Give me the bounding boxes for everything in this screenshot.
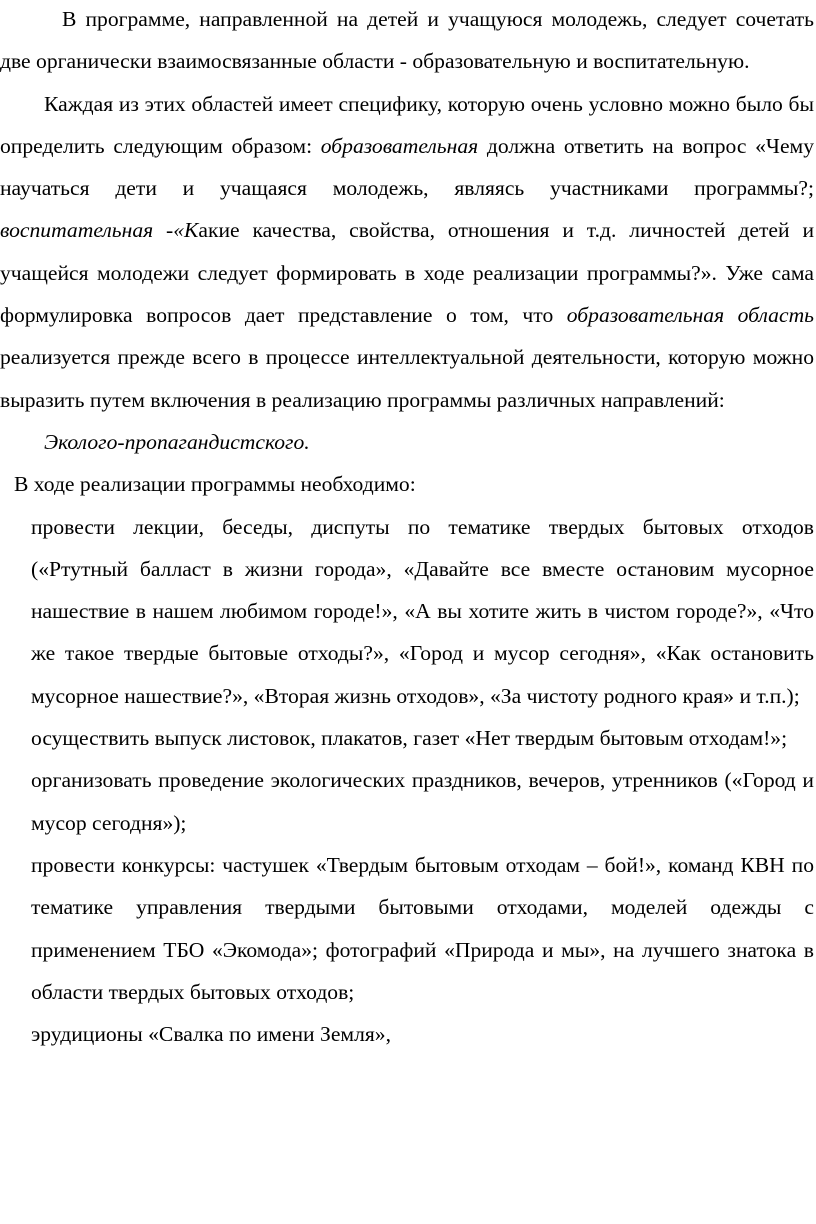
list-item: осуществить выпуск листовок, плакатов, газет «Нет твердым бытовым отходам!»; <box>31 726 788 751</box>
list-item: эрудиционы «Свалка по имени Земля», <box>31 1022 391 1047</box>
paragraph-specifics-part2: должна ответить на вопрос «Чему научаться дети и учащаяся молодежь, являясь участниками программы?; <box>0 133 815 201</box>
list-item: организовать проведение экологических праздников, вечеров, утренников («Город и мусор сегодня»); <box>31 768 814 835</box>
term-upbringing: воспитательная -«К <box>0 218 199 243</box>
term-educational-area: образовательная область <box>566 303 814 328</box>
paragraph-specifics-part4: реализуется прежде всего в процессе интеллектуальной деятельности, которую можно выразить путем включения в реализацию программы различных направлений: <box>0 345 814 412</box>
paragraph-specifics-part1: Каждая из этих областей имеет специфику, которую очень условно можно было бы определить следующим образом: <box>0 91 814 158</box>
direction-heading <box>0 421 814 463</box>
direction-heading-text: Эколого-пропагандистского. <box>44 429 310 454</box>
paragraph-specifics-part3: акие качества, свойства, отношения и т.д. личностей детей и учащейся молодежи следует формировать в ходе реализации программы?». Уже сама формулировка вопросов дает представление о том, что <box>0 218 815 328</box>
paragraph-specifics <box>0 83 814 421</box>
term-educational: образовательная <box>320 133 479 158</box>
list-item: провести конкурсы: частушек «Твердым бытовым отходам – бой!», команд КВН по тематике управления твердыми бытовыми отходами, моделей одежды с применением ТБО «Экомода»; фотографий «Природа и мы», на лучшего знатока в области твердых бытовых отходов; <box>31 852 814 1004</box>
intro-line: В ходе реализации программы необходимо: <box>14 472 416 497</box>
paragraph-intro: В программе, направленной на детей и учащуюся молодежь, следует сочетать две органически взаимосвязанные области - образовательную и воспитательную. <box>0 7 814 74</box>
list-item: провести лекции, беседы, диспуты по тематике твердых бытовых отходов («Ртутный балласт в жизни города», «Давайте все вместе остановим мусорное нашествие в нашем любимом городе!», «А вы хотите жить в чистом городе?», «Что же такое твердые бытовые отходы?», «Город и мусор сегодня», «Как остановить мусорное нашествие?», «Вторая жизнь отходов», «За чистоту родного края» и т.п.); <box>31 514 814 708</box>
